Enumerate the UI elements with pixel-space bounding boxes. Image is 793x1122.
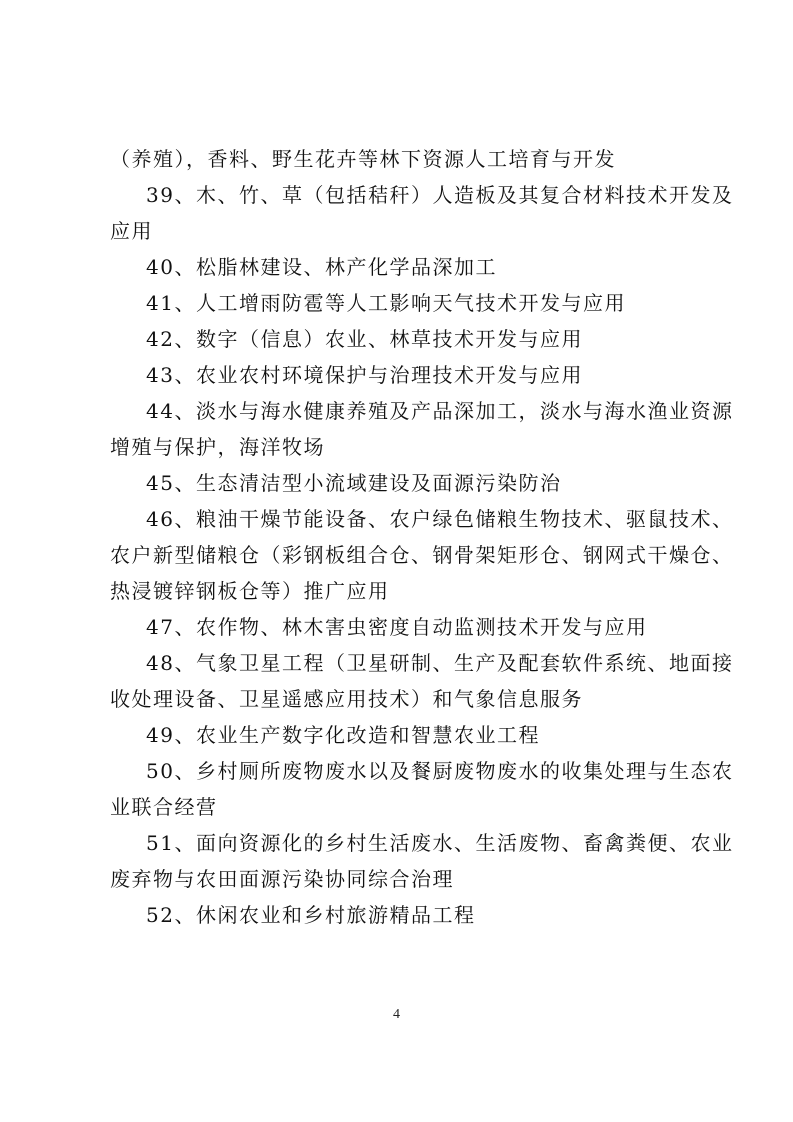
text-line: 45、生态清洁型小流域建设及面源污染防治	[146, 471, 562, 495]
text-line: 49、农业生产数字化改造和智慧农业工程	[146, 723, 540, 747]
text-line: 热浸镀锌钢板仓等）推广应用	[110, 579, 390, 603]
text-line: （养殖），香料、野生花卉等林下资源人工培育与开发	[110, 147, 616, 171]
text-line: 农户新型储粮仓（彩钢板组合仓、钢骨架矩形仓、钢网式干燥仓、	[110, 543, 734, 567]
text-line: 收处理设备、卫星遥感应用技术）和气象信息服务	[110, 687, 583, 711]
text-line: 46、粮油干燥节能设备、农户绿色储粮生物技术、驱鼠技术、	[146, 507, 734, 531]
text-line: 52、休闲农业和乡村旅游精品工程	[146, 903, 476, 927]
document-body	[110, 141, 734, 933]
text-line: 42、数字（信息）农业、林草技术开发与应用	[146, 327, 583, 351]
text-line: 增殖与保护，海洋牧场	[110, 435, 325, 459]
text-line: 47、农作物、林木害虫密度自动监测技术开发与应用	[146, 615, 648, 639]
text-line: 业联合经营	[110, 795, 218, 819]
text-line: 43、农业农村环境保护与治理技术开发与应用	[146, 363, 583, 387]
text-line: 40、松脂林建设、林产化学品深加工	[146, 255, 497, 279]
page-number: 4	[393, 1007, 400, 1022]
text-line: 41、人工增雨防雹等人工影响天气技术开发与应用	[146, 291, 626, 315]
text-line: 39、木、竹、草（包括秸秆）人造板及其复合材料技术开发及	[146, 183, 734, 207]
text-line: 50、乡村厕所废物废水以及餐厨废物废水的收集处理与生态农	[146, 759, 734, 783]
text-line: 44、淡水与海水健康养殖及产品深加工，淡水与海水渔业资源	[146, 399, 734, 423]
text-line: 48、气象卫星工程（卫星研制、生产及配套软件系统、地面接	[146, 651, 734, 675]
text-line: 废弃物与农田面源污染协同综合治理	[110, 867, 454, 891]
text-line: 51、面向资源化的乡村生活废水、生活废物、畜禽粪便、农业	[146, 831, 734, 855]
text-line: 应用	[110, 219, 153, 243]
